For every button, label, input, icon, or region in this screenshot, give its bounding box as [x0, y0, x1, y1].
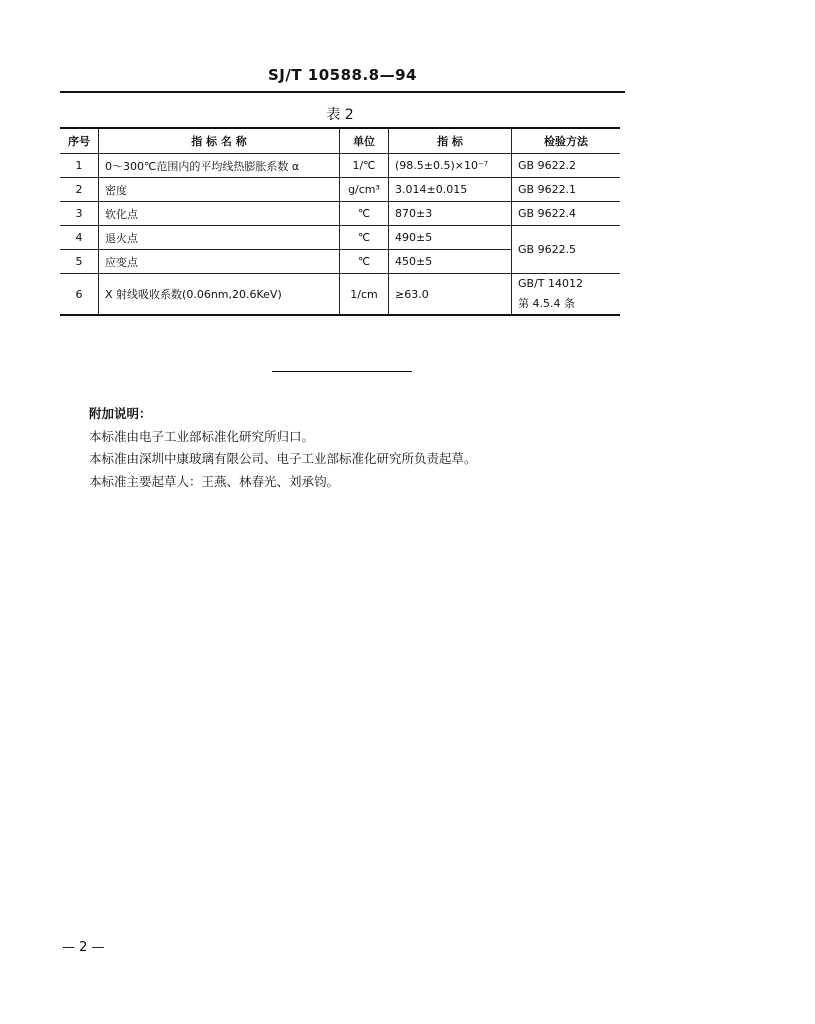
additional-notes — [89, 403, 477, 493]
table-row — [60, 274, 620, 316]
row-unit: ℃ — [340, 226, 389, 250]
section-divider — [272, 371, 412, 372]
row-no: 2 — [60, 178, 99, 202]
row-method: GB 9622.1 — [512, 178, 621, 202]
spec-table — [60, 127, 620, 316]
row-name: 应变点 — [99, 250, 340, 274]
row-method-line: 第 4.5.4 条 — [518, 297, 575, 310]
row-value: (98.5±0.5)×10⁻⁷ — [389, 154, 512, 178]
row-no: 5 — [60, 250, 99, 274]
table-row — [60, 178, 620, 202]
row-unit: g/cm³ — [340, 178, 389, 202]
row-name: 退火点 — [99, 226, 340, 250]
row-no: 3 — [60, 202, 99, 226]
col-header-unit: 单位 — [340, 128, 389, 154]
col-header-no: 序号 — [60, 128, 99, 154]
row-unit: 1/℃ — [340, 154, 389, 178]
row-value: 870±3 — [389, 202, 512, 226]
col-header-method: 检验方法 — [512, 128, 621, 154]
table-row — [60, 202, 620, 226]
row-no: 6 — [60, 274, 99, 316]
row-no: 1 — [60, 154, 99, 178]
notes-line: 本标准主要起草人：王燕、林春光、刘承钧。 — [89, 473, 340, 489]
row-unit: 1/cm — [340, 274, 389, 316]
row-method — [512, 274, 621, 316]
row-method: GB 9622.4 — [512, 202, 621, 226]
row-unit: ℃ — [340, 202, 389, 226]
notes-line: 本标准由电子工业部标准化研究所归口。 — [89, 428, 315, 444]
header-rule — [60, 91, 625, 93]
table-caption: 表 2 — [326, 107, 354, 123]
row-value: 490±5 — [389, 226, 512, 250]
row-name: 密度 — [99, 178, 340, 202]
notes-line: 本标准由深圳中康玻璃有限公司、电子工业部标准化研究所负责起草。 — [89, 451, 477, 466]
row-value: 3.014±0.015 — [389, 178, 512, 202]
notes-title: 附加说明： — [89, 406, 152, 421]
col-header-value: 指 标 — [389, 128, 512, 154]
row-unit: ℃ — [340, 250, 389, 274]
row-value: 450±5 — [389, 250, 512, 274]
table-row — [60, 226, 620, 250]
table-row — [60, 154, 620, 178]
row-name: 0～300℃范围内的平均线热膨胀系数 α — [99, 154, 340, 178]
row-method: GB 9622.2 — [512, 154, 621, 178]
page-number: — 2 — — [62, 940, 105, 955]
row-method-line: GB/T 14012 — [518, 277, 583, 290]
row-no: 4 — [60, 226, 99, 250]
col-header-name: 指 标 名 称 — [99, 128, 340, 154]
row-method-merged: GB 9622.5 — [512, 226, 621, 274]
standard-number: SJ/T 10588.8—94 — [267, 66, 417, 84]
row-value: ≥63.0 — [389, 274, 512, 316]
row-name: 软化点 — [99, 202, 340, 226]
row-name: X 射线吸收系数(0.06nm,20.6KeV) — [99, 274, 340, 316]
table-header-row — [60, 128, 620, 154]
